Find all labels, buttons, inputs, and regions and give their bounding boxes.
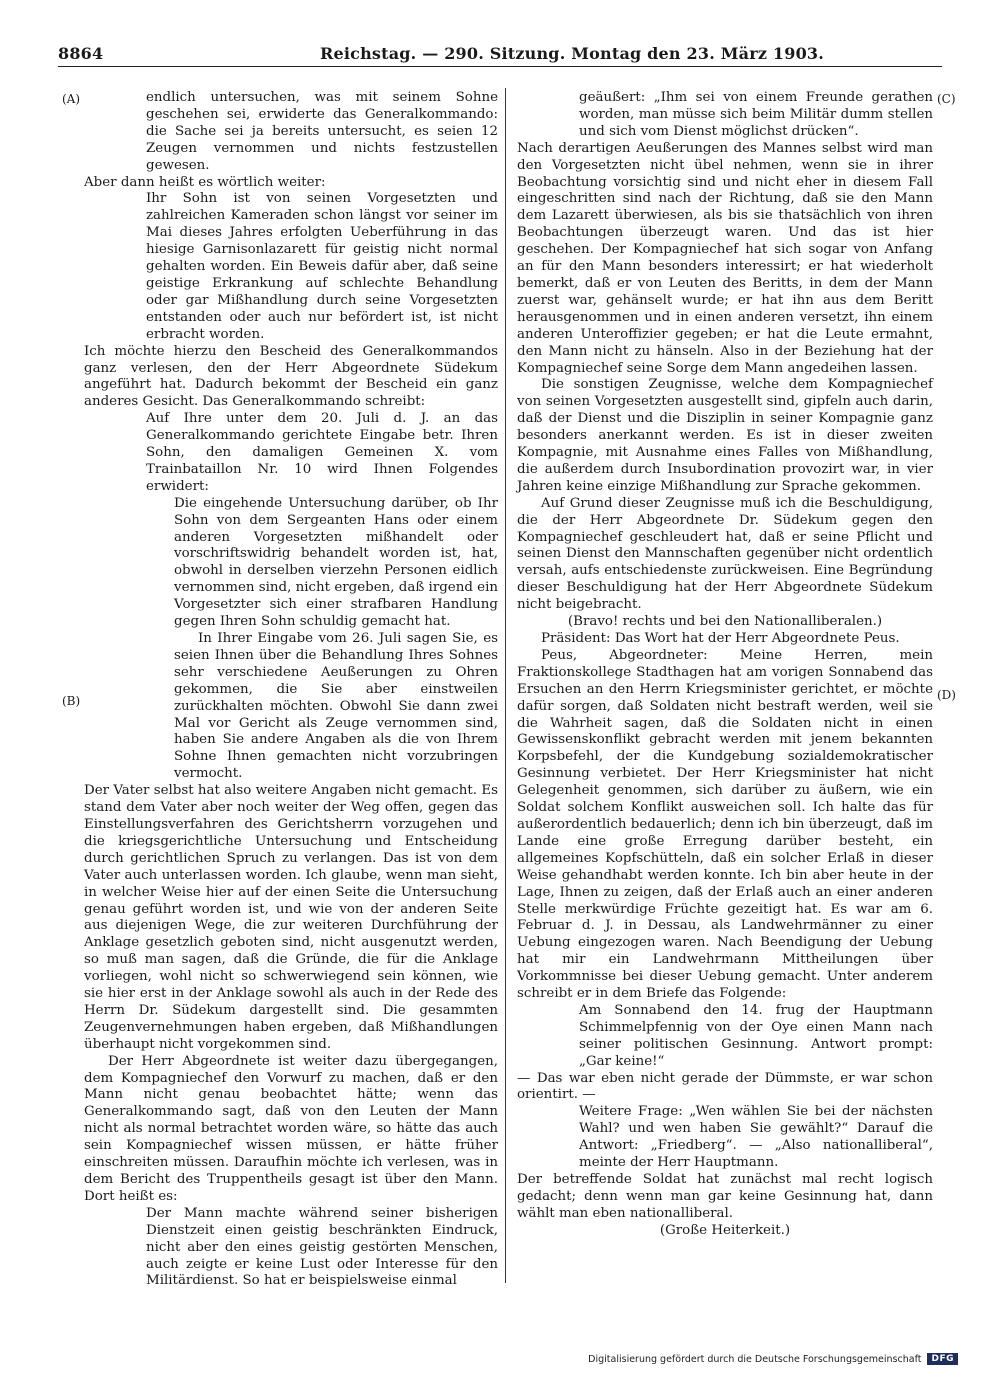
running-title: Reichstag. — 290. Sitzung. Montag den 23. März 1903.: [320, 44, 825, 63]
paragraph: geäußert: „Ihm sei von einem Freunde gerathen worden, man müsse sich beim Militär dumm stellen und sich vom Dienst möglichst drücken“.: [579, 90, 933, 139]
paragraph: endlich untersuchen, was mit seinem Sohne geschehen sei, erwiderte das Generalkommando: die Sache sei ja bereits untersucht, es seien 12 Zeugen vernommen und nichts festzustellen gewesen.: [146, 90, 498, 173]
paragraph: (Große Heiterkeit.): [659, 1222, 791, 1238]
paragraph: Ich möchte hierzu den Bescheid des Generalkommandos ganz verlesen, den der Herr Abgeordnete Südekum angeführt hat. Dadurch bekommt der Bescheid ein ganz anderes Gesicht. Das Generalkommando schreibt:: [84, 343, 498, 410]
dfg-logo: DFG: [927, 1353, 958, 1365]
paragraph: Am Sonnabend den 14. frug der Hauptmann Schimmelpfennig von der Oye einen Mann nach seiner politischen Gesinnung. Antwort prompt: „Gar keine!“: [579, 1002, 933, 1069]
page-header: [58, 44, 942, 67]
paragraph: Ihr Sohn ist von seinen Vorgesetzten und zahlreichen Kameraden schon längst vor seiner im Mai dieses Jahres erfolgten Ueberführung in das hiesige Garnisonlazarett für geistig nicht normal gehalten worden. Ein Beweis dafür aber, daß seine geistige Erkrankung auf schlechte Behandlung oder gar Mißhandlung durch seine Vorgesetzten entstanden oder auch nur befördert ist, ist nicht erbracht worden.: [146, 191, 498, 342]
margin-marker-d: (D): [937, 688, 956, 702]
paragraph: Präsident: Das Wort hat der Herr Abgeordnete Peus.: [541, 631, 900, 646]
paragraph: Der Herr Abgeordnete ist weiter dazu übergegangen, dem Kompagniechef den Vorwurf zu machen, daß er den Mann nicht genau beobachtet hätte; wenn das Generalkommando sagt, daß von den Leuten der Mann nicht als normal betrachtet worden wäre, so hätte das auch sein Kompagniechef wissen müssen, er hätte früher einschreiten müssen. Daraufhin möchte ich verlesen, was in dem Bericht des Truppentheils gesagt ist über den Mann. Dort heißt es:: [84, 1053, 498, 1204]
footer: [588, 1353, 958, 1365]
paragraph: Weitere Frage: „Wen wählen Sie bei der nächsten Wahl? und wen haben Sie gewählt?“ Darauf die Antwort: „Friedberg“. — „Also nationalliberal“, meinte der Herr Hauptmann.: [579, 1104, 933, 1171]
paragraph: Auf Grund dieser Zeugnisse muß ich die Beschuldigung, die der Herr Abgeordnete Dr. Südekum gegen den Kompagniechef geschleudert hat, daß er seine Pflicht und seinen Dienst den Mannschaften gegenüber nicht ordentlich versah, aufs entschiedenste zurückweisen. Eine Begründung dieser Beschuldigung hat der Herr Abgeordnete Südekum nicht beigebracht.: [517, 495, 933, 613]
paragraph: Aber dann heißt es wörtlich weiter:: [84, 174, 326, 190]
margin-marker-b: (B): [62, 694, 81, 708]
funding-credit: Digitalisierung gefördert durch die Deutsche Forschungsgemeinschaft: [588, 1353, 922, 1365]
paragraph: In Ihrer Eingabe vom 26. Juli sagen Sie, es seien Ihnen über die Behandlung Ihres Sohnes sehr verschiedene Aeußerungen zu Ohren gekommen, die Sie aber einstweilen zurückhalten möchten. Obwohl Sie dann zwei Mal vor Gericht als Zeuge vernommen sind, haben Sie andere Angaben als die von Ihrem Sohne Ihnen gemachten nicht vorzubringen vermocht.: [174, 631, 498, 782]
margin-marker-a: (A): [62, 92, 81, 106]
paragraph: (Bravo! rechts und bei den Nationalliberalen.): [567, 614, 883, 630]
paragraph: Der betreffende Soldat hat zunächst mal recht logisch gedacht; denn wenn man gar keine Gesinnung hat, dann wählt man eben nationalliberal.: [517, 1172, 933, 1221]
left-column: [84, 90, 498, 1290]
right-column: [517, 90, 933, 1240]
paragraph: Der Mann machte während seiner bisherigen Dienstzeit einen geistig beschränkten Eindruck, nicht aber den eines geistig gestörten Menschen, auch zeigte er keine Lust oder Interesse für den Militärdienst. So hat er beispielsweise einmal: [146, 1205, 498, 1289]
column-divider: [505, 88, 506, 1283]
paragraph: Die eingehende Untersuchung darüber, ob Ihr Sohn von dem Sergeanten Hans oder einem anderen Vorgesetzten mißhandelt oder vorschriftswidrig behandelt worden ist, hat, obwohl in derselben vierzehn Personen eidlich vernommen sind, nicht ergeben, daß irgend ein Vorgesetzter sich einer strafbaren Handlung gegen Ihren Sohn schuldig gemacht hat.: [174, 495, 498, 630]
page-number: 8864: [58, 44, 104, 63]
paragraph: Nach derartigen Aeußerungen des Mannes selbst wird man den Vorgesetzten nicht übel nehmen, wenn sie in ihrer Beobachtung vorsichtig sind und nicht eher in diesem Fall eingeschritten sind nach der Richtung, daß sie den Mann dem Lazarett überwiesen, als bis sie thatsächlich von ihren Beobachtungen überzeugt waren. Und das ist hier geschehen. Der Kompagniechef hat sich sogar von Anfang an für den Mann besonders interessirt; er hat wiederholt bemerkt, daß er von Leuten des Beritts, in dem der Mann zuerst war, gehänselt wurde; er hat ihn aus dem Beritt herausgenommen und in einen anderen versetzt, ihn einem anderen Unteroffizier gegeben; er hat die Leute ermahnt, den Mann nicht zu hänseln. Also in der Beziehung hat der Kompagniechef seine Sorge dem Mann angedeihen lassen.: [517, 140, 933, 376]
paragraph: Die sonstigen Zeugnisse, welche dem Kompagniechef von seinen Vorgesetzten ausgestellt sind, gipfeln auch darin, daß der Dienst und die Disziplin in seiner Kompagnie ganz besonders anerkannt werden. Es ist in dieser zweiten Kompagnie, mit Ausnahme eines Falles von Mißhandlung, die außerdem durch Insubordination provozirt war, in vier Jahren keine einzige Mißhandlung zur Sprache gekommen.: [517, 377, 933, 494]
paragraph: Auf Ihre unter dem 20. Juli d. J. an das Generalkommando gerichtete Eingabe betr. Ihren Sohn, den damaligen Gemeinen X. vom Trainbataillon Nr. 10 wird Ihnen Folgendes erwidert:: [146, 411, 498, 494]
paragraph: Peus, Abgeordneter: Meine Herren, mein Fraktionskollege Stadthagen hat am vorigen Sonnabend das Ersuchen an den Herrn Kriegsminister gerichtet, er möchte dafür sorgen, daß Soldaten nicht bestraft werden, weil sie die Wahrheit sagen, daß die Soldaten nicht in einen Gewissenskonflikt gebracht werden mit jenem bekannten Korpsbefehl, der die Kundgebung sozialdemokratischer Gesinnung verbietet. Der Herr Kriegsminister hat nicht Gelegenheit genommen, sich darüber zu äußern, wie ein Soldat solchem Konflikt ausweichen soll. Ich halte das für außerordentlich bedauerlich; denn ich bin überzeugt, daß im Lande eine große Erregung darüber besteht, ein allgemeines Kopfschütteln, daß ein solcher Erlaß in dieser Weise gehandhabt werden konnte. Ich bin aber heute in der Lage, Ihnen zu zeigen, daß der Erlaß auch an einer anderen Stelle merkwürdige Früchte gezeitigt hat. Es war am 6. Februar d. J. in Dessau, als Landwehrmänner zu einer Uebung eingezogen waren. Nach Beendigung der Uebung hat mir ein Landwehrmann Mittheilungen über Vorkommnisse bei dieser Uebung gemacht. Unter anderem schreibt er in dem Briefe das Folgende:: [517, 647, 933, 1002]
margin-marker-c: (C): [937, 92, 956, 106]
paragraph: Der Vater selbst hat also weitere Angaben nicht gemacht. Es stand dem Vater aber noch weiter der Weg offen, gegen das Einstellungsverfahren des Gerichtsherrn vorzugehen und die kriegsgerichtliche Untersuchung und Entscheidung durch gerichtlichen Spruch zu verlangen. Das ist von dem Vater auch unterlassen worden. Ich glaube, wenn man sieht, in welcher Weise hier auf der einen Seite die Untersuchung genau geführt worden ist, und wie von der anderen Seite aus diejenigen Wege, die zur weiteren Durchführung der Anklage gesetzlich geboten sind, nicht ausgenutzt werden, so muß man sagen, daß die Gründe, die für die Anklage vorliegen, wohl nicht so schwerwiegend sein können, wie sie hier erst in der Anklage sowohl als auch in der Rede des Herrn Dr. Südekum dargestellt sind. Die gesammten Zeugenvernehmungen haben ergeben, daß Mißhandlungen überhaupt nicht vorgekommen sind.: [84, 783, 498, 1052]
paragraph: — Das war eben nicht gerade der Dümmste, er war schon orientirt. —: [517, 1070, 933, 1103]
